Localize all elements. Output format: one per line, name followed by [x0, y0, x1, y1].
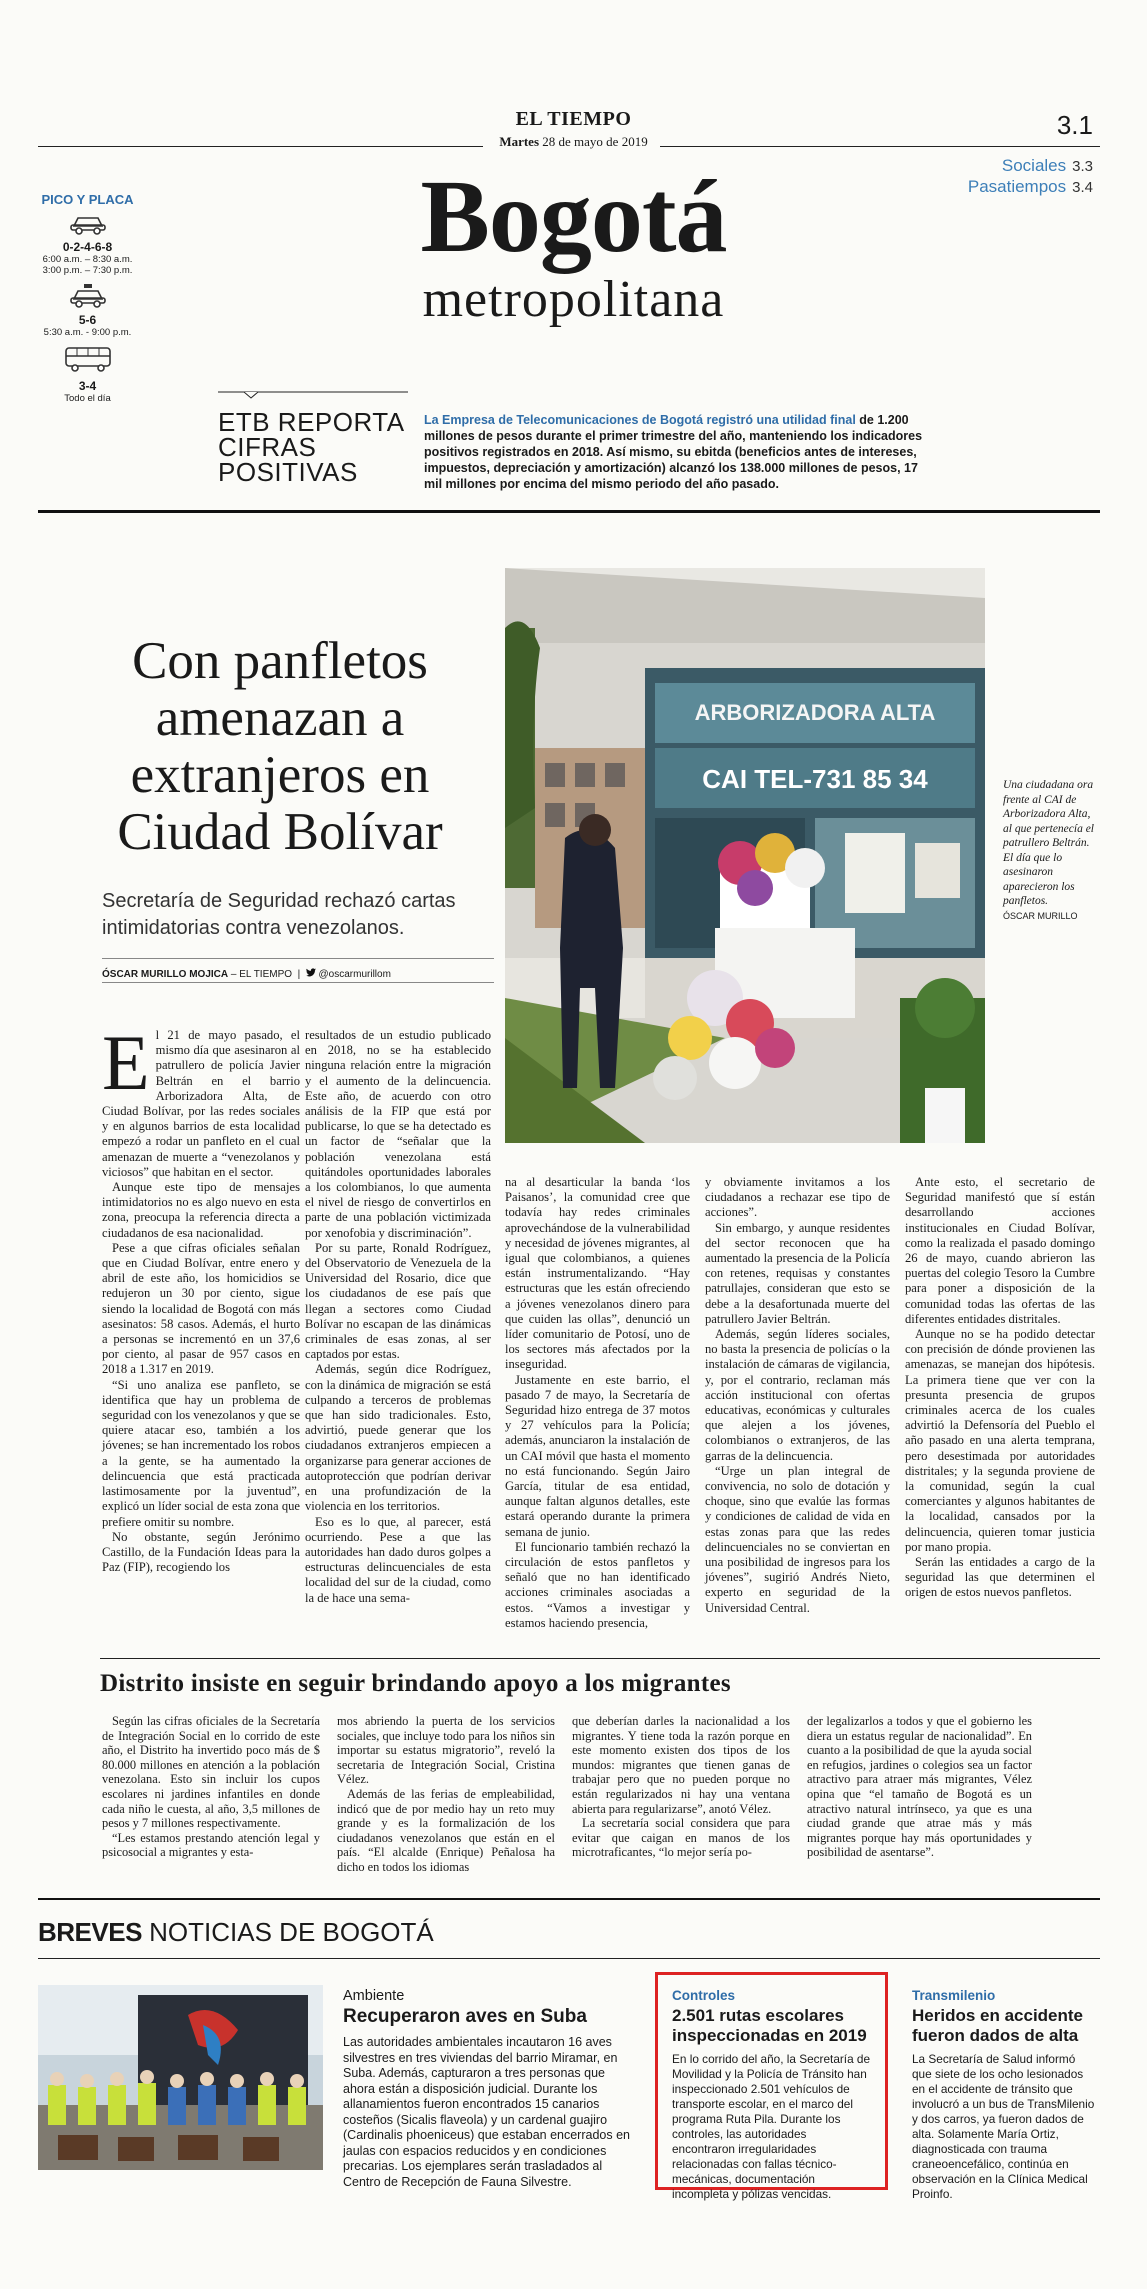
etb-headline: ETB REPORTA CIFRAS POSITIVAS: [218, 407, 405, 487]
sub-story-headline: Distrito insiste en seguir brindando apoyo a los migrantes: [100, 1670, 731, 1697]
issue-date: Martes 28 de mayo de 2019: [499, 134, 648, 149]
twitter-icon: [306, 968, 316, 977]
section-subtitle: metropolitana: [422, 271, 725, 328]
bus-icon: [63, 344, 113, 374]
taxi-icon: [68, 282, 108, 308]
link-sociales[interactable]: Sociales 3.3: [1001, 156, 1093, 175]
breve-title: Recuperaron aves en Suba: [343, 2006, 587, 2027]
pyp-car-item: 0-2-4-6-8 6:00 a.m. – 8:30 a.m. 3:00 p.m. – 7:30 p.m.: [30, 211, 145, 276]
drop-cap: E: [102, 1019, 150, 1106]
article-column-4: y obviamente invitamos a los ciudadanos a rechazar ese tipo de acciones”. Sin embargo, y aunque residentes del sector reconocen que ha aumentado la presencia de la Policía con retenes, requisas y constantes patrullajes, consideran que esto se debe a la desafortunada muerte del patrullero Javier Beltrán. Además, según líderes sociales, no basta la presencia de policías o la instalación de cámaras de vigilancia, y, por el contrario, reclaman más acción institucional con ofertas educativas, económicas y culturales que alejen a los jóvenes, colombianos o extranjeros, de las garras de la delincuencia. “Urge un plan integral de convivencia, no solo de dotación y choque, sino que evalúe las formas y condiciones de calidad de vida en estas zonas para que las redes delincuenciales no se conviertan en una posibilidad de ingresos para los jóvenes”, sugirió Andrés Nieto, experto en seguridad de la Universidad Central.: [705, 1175, 890, 1615]
section-title: Bogotá: [420, 159, 727, 274]
top-section-rule: [38, 510, 1100, 513]
article-column-1: El 21 de mayo pasado, el mismo día que asesinaron al patrullero de policía Javier Beltrán en el barrio Arborizadora Alta, de Ciudad Bolívar, por las redes sociales y en algunos barrios de esta localidad empezó a rodar un panfleto en el cual amenazan de muerte a “venezolanos y viciosos” que habitan en el sector. Aunque este tipo de mensajes intimidatorios no es algo nuevo en esta zona, preocupa la referencia directa a ciudadanos de esa nacionalidad. Pese a que cifras oficiales señalan que en Ciudad Bolívar, entre enero y abril de este año, los homicidios se redujeron un 30 por ciento, sigue siendo la localidad de Bogotá con más asesinatos: 58 casos. Además, el hurto a personas se incrementó en un 37,6 por ciento, al pasar de 957 casos en 2018 a 1.317 en 2019. “Si uno analiza ese panfleto, se identifica que hay un problema de seguridad con los venezolanos y que se quiere atacar eso, también a los jóvenes; se han incrementado los robos a la gente, se ha aumentado la delincuencia que está practicada lastimosamente por la juventud”, explicó un líder social de esta zona que prefiere omitir su nombre. No obstante, según Jerónimo Castillo, de la Fundación Ideas para la Paz (FIP), recogiendo los: [102, 1019, 300, 1575]
birds-photo: [38, 1985, 323, 2170]
breve-transmilenio: [912, 1988, 1097, 2202]
breve-tag: Transmilenio: [912, 1988, 996, 2003]
etb-summary: La Empresa de Telecomunicaciones de Bogotá registró una utilidad final de 1.200 millones de pesos durante el primer trimestre del año, manteniendo los indicadores positivos registrados en 2018. Así mismo, su ebitda (beneficios antes de intereses, impuestos, depreciación y amortización) alcanzó los 138.000 millones de pesos, 17 mil millones por encima del mismo periodo del año pasado.: [424, 413, 923, 491]
breve-text: La Secretaría de Salud informó que siete de los ocho lesionados en el accidente de tránsito que involucró a un bus de TransMilenio y dos carros, ya fueron dados de alta. Solamente María Ortiz, diagnosticada con trauma craneoencefálico, continúa en observación en la Clínica Medical Proinfo.: [912, 2052, 1095, 2201]
breve-tag: Ambiente: [343, 1988, 405, 2004]
breve-text: En lo corrido del año, la Secretaría de Movilidad y la Policía de Tránsito han inspeccionado 2.501 vehículos de transporte escolar, en el marco del programa Ruta Pila. Durante los controles, las autoridades encontraron irregularidades relacionadas con fallas técnico-mecánicas, documentación incompleta y pólizas vencidas.: [672, 2052, 871, 2201]
breve-text: Las autoridades ambientales incautaron 16 aves silvestres en tres viviendas del barrio Miramar, en Suba. Además, capturaron a tres personas que ahora están a disposición judicial. Durante los allanamientos fueron encontrados 15 canarios costeños (Sicalis flaveola) y un cardenal guajiro (Cardinalis phoeniceus) que estaban encerrados en jaulas con espacios reducidos y en condiciones precarias. Los ejemplares serán trasladados al Centro de Recepción de Fauna Silvestre.: [343, 2035, 630, 2189]
breve-title: 2.501 rutas escolares inspeccionadas en 2019: [672, 2006, 867, 2045]
byline-rule-bottom: [102, 982, 494, 983]
sub-story-column-4: der legalizarlos a todos y que el gobierno les diera un estatus regular de nacionalidad”. En cuanto a la posibilidad de que la ayuda social en refugios, jardines o colegios sea un factor atractivo para atraer más migrantes, Vélez opina que “el tamaño de Bogotá es un atractivo natural intrínseco, ya que es una ciudad grande que atrae más y más migrantes porque hay más oportunidades y posibilidad de asentarse”.: [807, 1714, 1032, 1860]
breve-title: Heridos en accidente fueron dados de alta: [912, 2006, 1084, 2045]
byline-rule-top: [102, 958, 494, 959]
sub-story-rule: [100, 1658, 1100, 1659]
sub-story-column-3: que deberían darles la nacionalidad a los migrantes. Y tiene toda la razón porque en este momento existen dos tipos de los mundos: migrantes que tienen ganas de trabajar pero que no pueden porque no están regularizados ni hay una ventana abierta para regularizarse”, anotó Vélez. La secretaría social considera que para evitar que caigan en manos de los microtraficantes, “lo mejor sería po-: [572, 1714, 790, 1860]
car-icon: [68, 211, 108, 235]
cai-sign-line1: ARBORIZADORA ALTA: [694, 700, 936, 725]
breves-header: BREVES NOTICIAS DE BOGOTÁ: [38, 1917, 434, 1947]
article-dek: Secretaría de Seguridad rechazó cartas intimidatorias contra venezolanos.: [102, 890, 456, 939]
article-column-3: na al desarticular la banda ‘los Paisanos’, la comunidad cree que todavía hay redes criminales aprovechándose de la vulnerabilidad y necesidad de jóvenes migrantes, al igual que colombianos, a quienes están instrumentalizando. “Hay estructuras que les están ofreciendo a jóvenes venezolanos dinero para que cuiden las ollas”, denunció un líder comunitario de Potosí, uno de los sectores más afectados por la inseguridad. Justamente en este barrio, el pasado 7 de mayo, la Secretaría de Seguridad hizo entrega de 37 motos y 27 vehículos para la Policía; además, anunciaron la instalación de un CAI móvil que hasta el momento no está funcionando. Según Jairo García, titular de esa entidad, aunque faltan algunos detalles, este estará operando durante la primera semana de junio. El funcionario también rechazó la circulación de estos panfletos y señaló que no han identificado acciones criminales asociadas a estos. “Vamos a investigar y estamos haciendo presencia,: [505, 1175, 690, 1630]
cai-photo: [505, 568, 985, 1143]
cai-sign-line2: CAI TEL-731 85 34: [702, 764, 928, 794]
page-number: 3.1: [1056, 110, 1093, 140]
article-headline: Con panfletos amenazan a extranjeros en Ciudad Bolívar: [117, 632, 443, 861]
breve-ambiente: [343, 1988, 633, 2190]
photo-caption: Una ciudadana ora frente al CAI de Arborizadora Alta, al que pertenecía el patrullero Beltrán. El día que lo asesinaron aparecieron los panfletos. ÓSCAR MURILLO: [1003, 779, 1095, 921]
byline: ÓSCAR MURILLO MOJICA – EL TIEMPO | @oscarmurillom: [102, 969, 391, 980]
breves-top-rule: [38, 1898, 1100, 1900]
masthead-rule-left: [38, 146, 483, 147]
sub-story-column-1: Según las cifras oficiales de la Secretaría de Integración Social en lo corrido de este año, el Distrito ha invertido poco más de $ 80.000 millones en atención a la población venezolana. Esto sin incluir los cupos escolares ni jardines infantiles en donde cada niño le cuesta, al año, 3,5 millones de pesos y 7 millones respectivamente. “Les estamos prestando atención legal y psicosocial a migrantes y esta-: [102, 1714, 320, 1860]
sub-story-column-2: mos abriendo la puerta de los servicios sociales, que incluye todo para los niños sin importar su estatus migratorio”, reveló la secretaria de Integración Social, Cristina Vélez. Además de las ferias de empleabilidad, indicó que de por medio hay un reto muy grande y es la formalización de los ciudadanos venezolanos que están en el país. “El alcalde (Enrique) Peñalosa ha dicho en todos los idiomas: [337, 1714, 555, 1874]
etb-rule: [218, 386, 408, 400]
breve-controles: [672, 1988, 872, 2202]
pyp-taxi-item: 5-6 5:30 a.m. - 9:00 p.m.: [30, 282, 145, 338]
breves-header-rule: [38, 1958, 1100, 1959]
pico-y-placa-title: PICO Y PLACA: [41, 192, 134, 207]
masthead-rule-right: [660, 146, 1100, 147]
article-column-2: resultados de un estudio publicado en 2018, no se ha establecido ninguna relación entre la migración y el aumento de la delincuencia. Este año, de acuerdo con otro análisis de la FIP que está por publicarse, lo que se ha detectado es un factor de “señalar que la población venezolana está quitándoles oportunidades laborales a los colombianos, lo que aumenta el nivel de riesgo de convertirlos en parte de una población victimizada por xenofobia y discriminación”. Por su parte, Ronald Rodríguez, del Observatorio de Venezuela de la Universidad del Rosario, dice que los ciudadanos de ese país que llegan a sectores como Ciudad Bolívar no escapan de las dinámicas criminales de esas zonas, al ser captados por estas. Además, según dice Rodríguez, con la dinámica de migración se está culpando a terceros de problemas que han sido tradicionales. Esto, advirtió, puede generar que los ciudadanos extranjeros empiecen a organizarse para generar acciones de autoprotección que podrían derivar en una profundización de la violencia en los territorios. Eso es lo que, al parecer, está ocurriendo. Pese a que las autoridades han dado duros golpes a estructuras delincuenciales de esta localidad del sur de la ciudad, como la de hace una sema-: [305, 1028, 491, 1605]
breve-tag: Controles: [672, 1988, 736, 2003]
pyp-bus-item: 3-4 Todo el día: [30, 344, 145, 404]
newspaper-name: EL TIEMPO: [515, 108, 632, 130]
pico-y-placa-box: [30, 192, 145, 404]
article-column-5: Ante esto, el secretario de Seguridad manifestó que sí están desarrollando acciones institucionales en Ciudad Bolívar, como la realizada el pasado domingo 26 de mayo, cuando abrieron las puertas del colegio Tesoro la Cumbre para poner a disposición de la comunidad todas las ofertas de las diferentes entidades distritales. Aunque no se ha podido detectar con precisión de dónde provienen las amenazas, se manejan dos hipótesis. La primera tiene que ver con la presunta presencia de grupos criminales acerca de los cuales advirtió la Defensoría del Pueblo el año pasado en una alerta temprana, pero desestimada por autoridades distritales; y la segunda proviene de la comunidad, según la cual comerciantes y algunos habitantes de la localidad, cansados por la delincuencia, quieren tomar justicia por mano propia. Serán las entidades a cargo de la seguridad las que determinen el origen de estos nuevos panfletos.: [905, 1175, 1095, 1600]
link-pasatiempos[interactable]: Pasatiempos 3.4: [967, 177, 1093, 196]
